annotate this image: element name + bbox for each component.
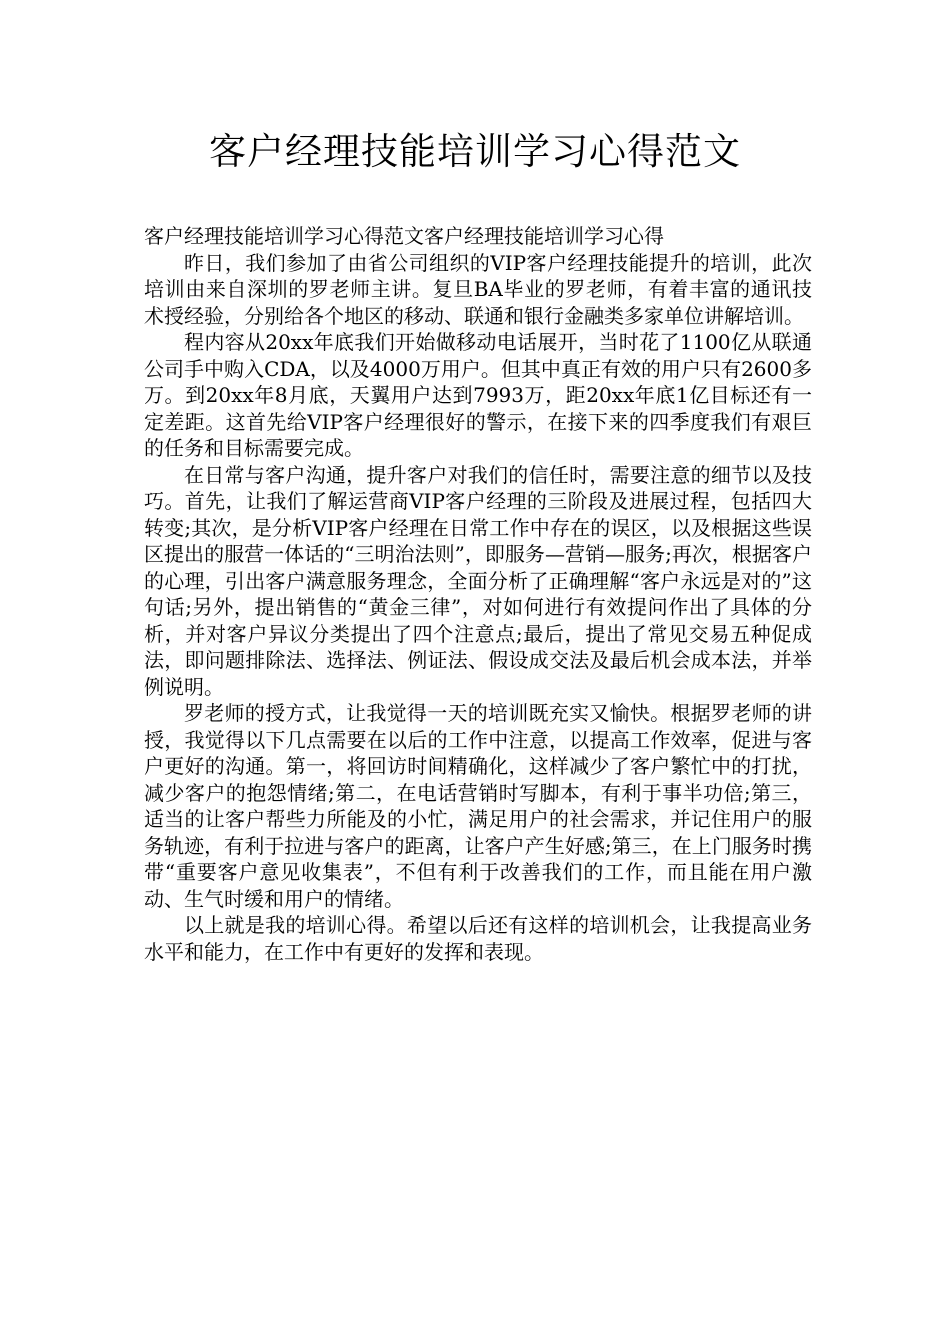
body-paragraph: 罗老师的授方式，让我觉得一天的培训既充实又愉快。根据罗老师的讲授，我觉得以下几点需要在以后的工作中注意，以提高工作效率，促进与客户更好的沟通。第一，将回访时间精确化，这样减少了客户繁忙中的打扰，减少客户的抱怨情绪;第二，在电话营销时写脚本，有利于事半功倍;第三，适当的让客户帮些力所能及的小忙，满足用户的社会需求，并记住用户的服务轨迹，有利于拉进与客户的距离，让客户产生好感;第三，在上门服务时携带“重要客户意见收集表”，不但有利于改善我们的工作，而且能在用户激动、生气时缓和用户的情绪。	[144, 701, 812, 911]
document-subtitle-paragraph: 客户经理技能培训学习心得范文客户经理技能培训学习心得	[144, 224, 664, 248]
document-body	[144, 223, 812, 965]
body-paragraph: 以上就是我的培训心得。希望以后还有这样的培训机会，让我提高业务水平和能力，在工作中有更好的发挥和表现。	[144, 913, 812, 964]
body-paragraph: 昨日，我们参加了由省公司组织的VIP客户经理技能提升的培训，此次培训由来自深圳的罗老师主讲。复旦BA毕业的罗老师，有着丰富的通讯技术授经验，分别给各个地区的移动、联通和银行金融类多家单位讲解培训。	[144, 250, 812, 328]
body-paragraph: 程内容从20xx年底我们开始做移动电话展开，当时花了1100亿从联通公司手中购入CDA，以及4000万用户。但其中真正有效的用户只有2600多万。到20xx年8月底，天翼用户达到7993万，距20xx年底1亿目标还有一定差距。这首先给VIP客户经理很好的警示，在接下来的四季度我们有艰巨的任务和目标需要完成。	[144, 330, 812, 460]
document-title: 客户经理技能培训学习心得范文	[209, 130, 741, 173]
body-paragraph: 在日常与客户沟通，提升客户对我们的信任时，需要注意的细节以及技巧。首先，让我们了解运营商VIP客户经理的三阶段及进展过程，包括四大转变;其次，是分析VIP客户经理在日常工作中存在的误区，以及根据这些误区提出的服营一体话的“三明治法则”，即服务—营销—服务;再次，根据客户的心理，引出客户满意服务理念，全面分析了正确理解“客户永远是对的”这句话;另外，提出销售的“黄金三律”，对如何进行有效提问作出了具体的分析，并对客户异议分类提出了四个注意点;最后，提出了常见交易五种促成法，即问题排除法、选择法、例证法、假设成交法及最后机会成本法，并举例说明。	[144, 462, 812, 699]
